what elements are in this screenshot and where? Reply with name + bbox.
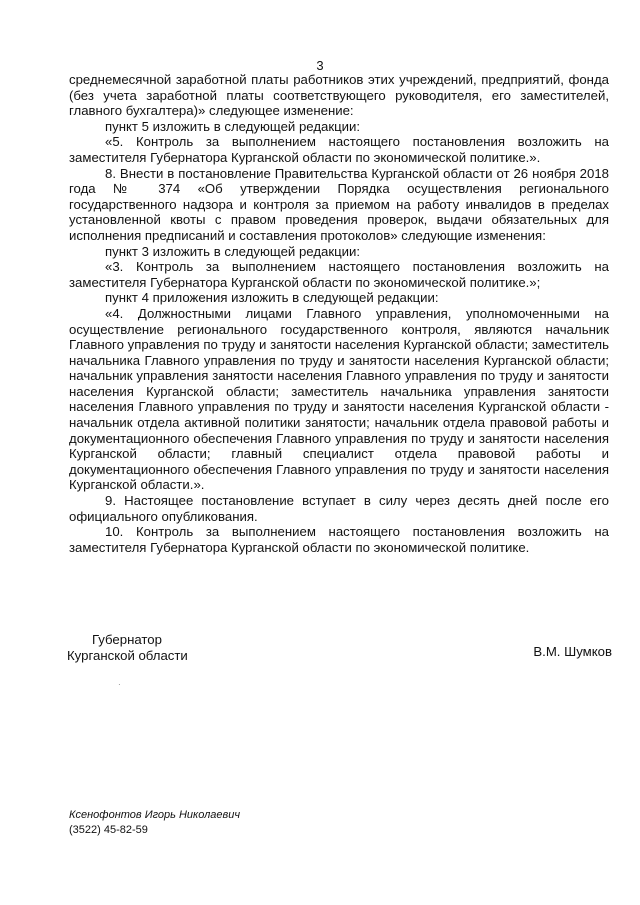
signature-title: Губернатор bbox=[92, 632, 162, 647]
signature-name: В.М. Шумков bbox=[533, 644, 612, 659]
paragraph: 9. Настоящее постановление вступает в силу через десять дней после его официального опубликования. bbox=[69, 493, 609, 524]
executor-name: Ксенофонтов Игорь Николаевич bbox=[69, 809, 241, 821]
paragraph: среднемесячной заработной платы работников этих учреждений, предприятий, фонда (без учета заработной платы соответствующего руководителя, его заместителей, главного бухгалтера)» следующее изменение: bbox=[69, 72, 609, 119]
paragraph: «4. Должностными лицами Главного управления, уполномоченными на осуществление регионального государственного контроля, являются начальник Главного управления по труду и занятости населения Курганской области; заместитель начальника Главного управления по труду и занятости населения Курганской области; начальник управления занятости населения Главного управления по труду и занятости населения Курганской области; заместитель начальника управления занятости населения Главного управления по труду и занятости населения Курганской области - начальник отдела активной политики занятости; начальник отдела правовой работы и документационного обеспечения Главного управления по труду и занятости населения Курганской области; главный специалист отдела правовой работы и документационного обеспечения Главного управления по труду и занятости населения Курганской области.». bbox=[69, 305, 609, 493]
executor-phone: (3522) 45-82-59 bbox=[69, 824, 148, 836]
scan-speck: · bbox=[118, 680, 121, 689]
document-body bbox=[69, 72, 609, 555]
paragraph: пункт 5 изложить в следующей редакции: bbox=[105, 118, 361, 134]
signature-block bbox=[67, 632, 612, 664]
paragraph: 10. Контроль за выполнением настоящего постановления возложить на заместителя Губернатора Курганской области по экономической политике. bbox=[69, 524, 609, 555]
paragraph: пункт 4 приложения изложить в следующей редакции: bbox=[105, 290, 439, 306]
signature-region: Курганской области bbox=[67, 648, 188, 663]
paragraph: пункт 3 изложить в следующей редакции: bbox=[105, 243, 361, 259]
paragraph: «3. Контроль за выполнением настоящего постановления возложить на заместителя Губернатора Курганской области по экономической политике.»; bbox=[69, 259, 609, 290]
paragraph: 8. Внести в постановление Правительства Курганской области от 26 ноября 2018 года № 374 «Об утверждении Порядка осуществления регионального государственного надзора и контроля за приемом на работу инвалидов в пределах установленной квоты с правом проведения проверок, выдачи обязательных для исполнения предписаний и составления протоколов» следующие изменения: bbox=[69, 165, 609, 243]
executor-block bbox=[69, 808, 240, 838]
paragraph: «5. Контроль за выполнением настоящего постановления возложить на заместителя Губернатора Курганской области по экономической политике.». bbox=[69, 134, 609, 165]
page-number: 3 bbox=[316, 58, 324, 73]
